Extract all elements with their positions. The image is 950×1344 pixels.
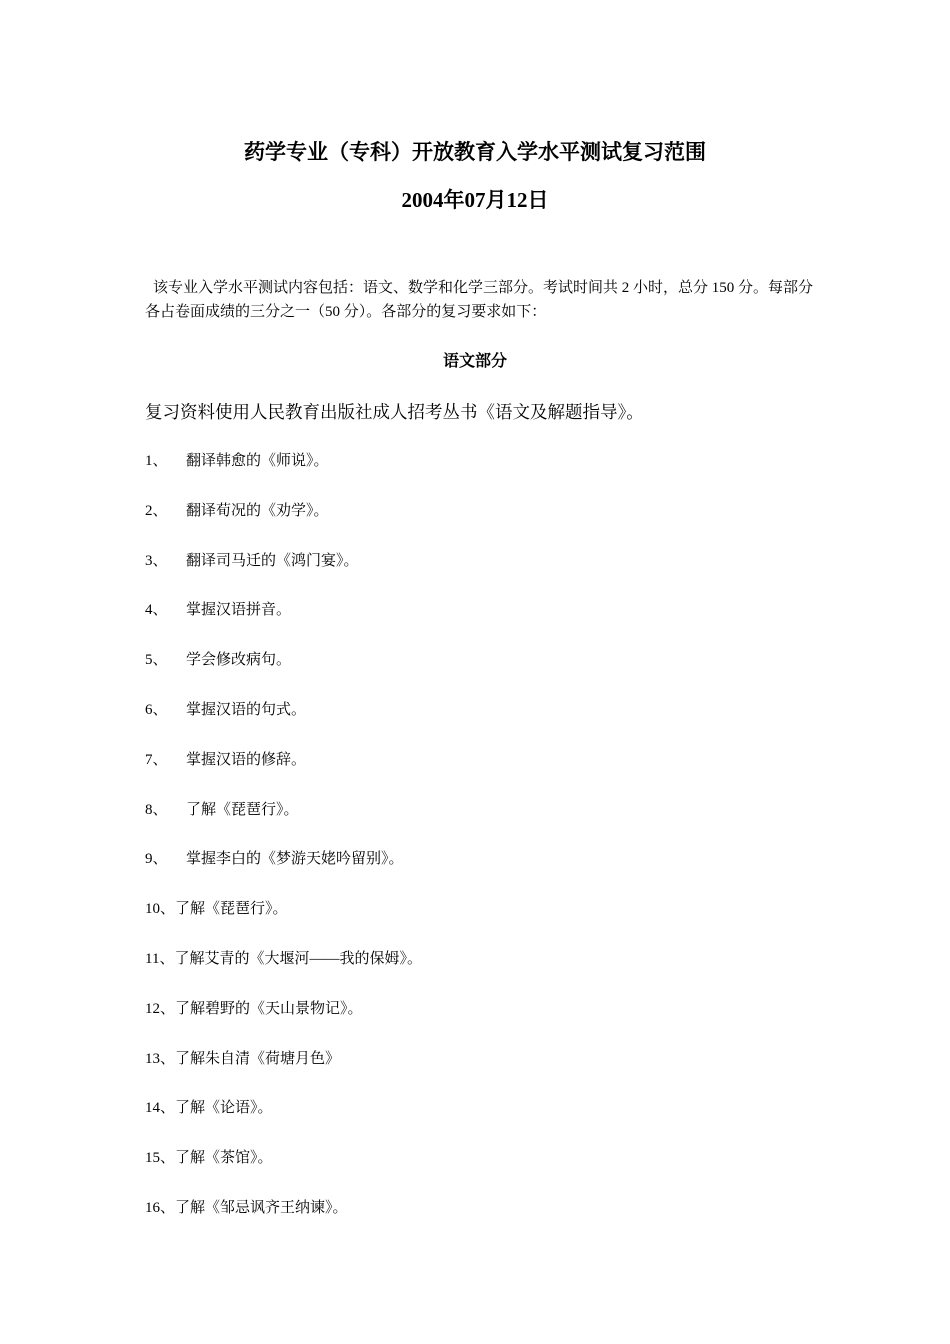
item-text: 了解《琵琶行》。: [186, 801, 299, 818]
item-text: 掌握汉语拼音。: [186, 602, 292, 619]
item-text: 翻译韩愈的《师说》。: [186, 453, 329, 469]
item-number: 9、: [145, 851, 168, 868]
item-text: 了解《论语》。: [175, 1100, 273, 1117]
list-item: [145, 1048, 422, 1098]
list-item: [145, 699, 422, 749]
item-number: 8、: [145, 801, 168, 818]
document-date: 2004年07月12日: [401, 188, 549, 212]
list-item: [145, 948, 422, 998]
item-number: 11、: [145, 950, 175, 967]
item-number: 4、: [145, 602, 168, 619]
item-number: 6、: [145, 701, 168, 718]
item-number: 5、: [145, 652, 168, 669]
item-text: 翻译荀况的《劝学》。: [186, 502, 329, 519]
materials-note: 复习资料使用人民教育出版社成人招考丛书《语文及解题指导》。: [145, 402, 644, 422]
item-number: 16、: [145, 1199, 176, 1216]
intro-paragraph: 该专业入学水平测试内容包括：语文、数学和化学三部分。考试时间共 2 小时，总分 150 分。每部分各占卷面成绩的三分之一（50 分）。各部分的复习要求如下：: [145, 280, 814, 320]
list-item: [145, 799, 422, 849]
item-text: 了解艾青的《大堰河——我的保姆》。: [174, 950, 422, 967]
item-text: 了解朱自清《荷塘月色》: [175, 1050, 341, 1067]
section-heading: 语文部分: [442, 353, 507, 370]
item-text: 了解《邹忌讽齐王纳谏》。: [175, 1199, 348, 1216]
list-item: [145, 1097, 422, 1147]
list-item: [145, 998, 422, 1048]
list-item: [145, 550, 422, 600]
item-text: 了解《琵琶行》。: [175, 901, 288, 918]
item-text: 掌握汉语的句式。: [186, 701, 307, 718]
item-number: 7、: [145, 751, 168, 768]
item-text: 了解碧野的《天山景物记》。: [175, 1000, 363, 1017]
item-number: 1、: [145, 453, 168, 469]
list-item: [145, 1197, 422, 1247]
item-number: 14、: [145, 1100, 176, 1117]
list-item: [145, 500, 422, 550]
item-number: 3、: [145, 552, 168, 569]
item-number: 13、: [145, 1050, 176, 1067]
list-item: [145, 898, 422, 948]
item-number: 2、: [145, 502, 168, 519]
item-text: 了解《茶馆》。: [175, 1150, 273, 1167]
list-item: [145, 599, 422, 649]
item-number: 15、: [145, 1150, 176, 1167]
item-text: 翻译司马迁的《鸿门宴》。: [186, 552, 359, 569]
list-item: [145, 749, 422, 799]
review-item-list: [145, 450, 422, 1247]
list-item: [145, 450, 422, 500]
list-item: [145, 1147, 422, 1197]
document-title: 药学专业（专科）开放教育入学水平测试复习范围: [244, 140, 706, 164]
item-text: 掌握李白的《梦游天姥吟留别》。: [186, 851, 404, 868]
item-number: 12、: [145, 1000, 176, 1017]
item-text: 学会修改病句。: [186, 652, 292, 669]
list-item: [145, 649, 422, 699]
item-text: 掌握汉语的修辞。: [186, 751, 307, 768]
item-number: 10、: [145, 901, 176, 918]
list-item: [145, 848, 422, 898]
